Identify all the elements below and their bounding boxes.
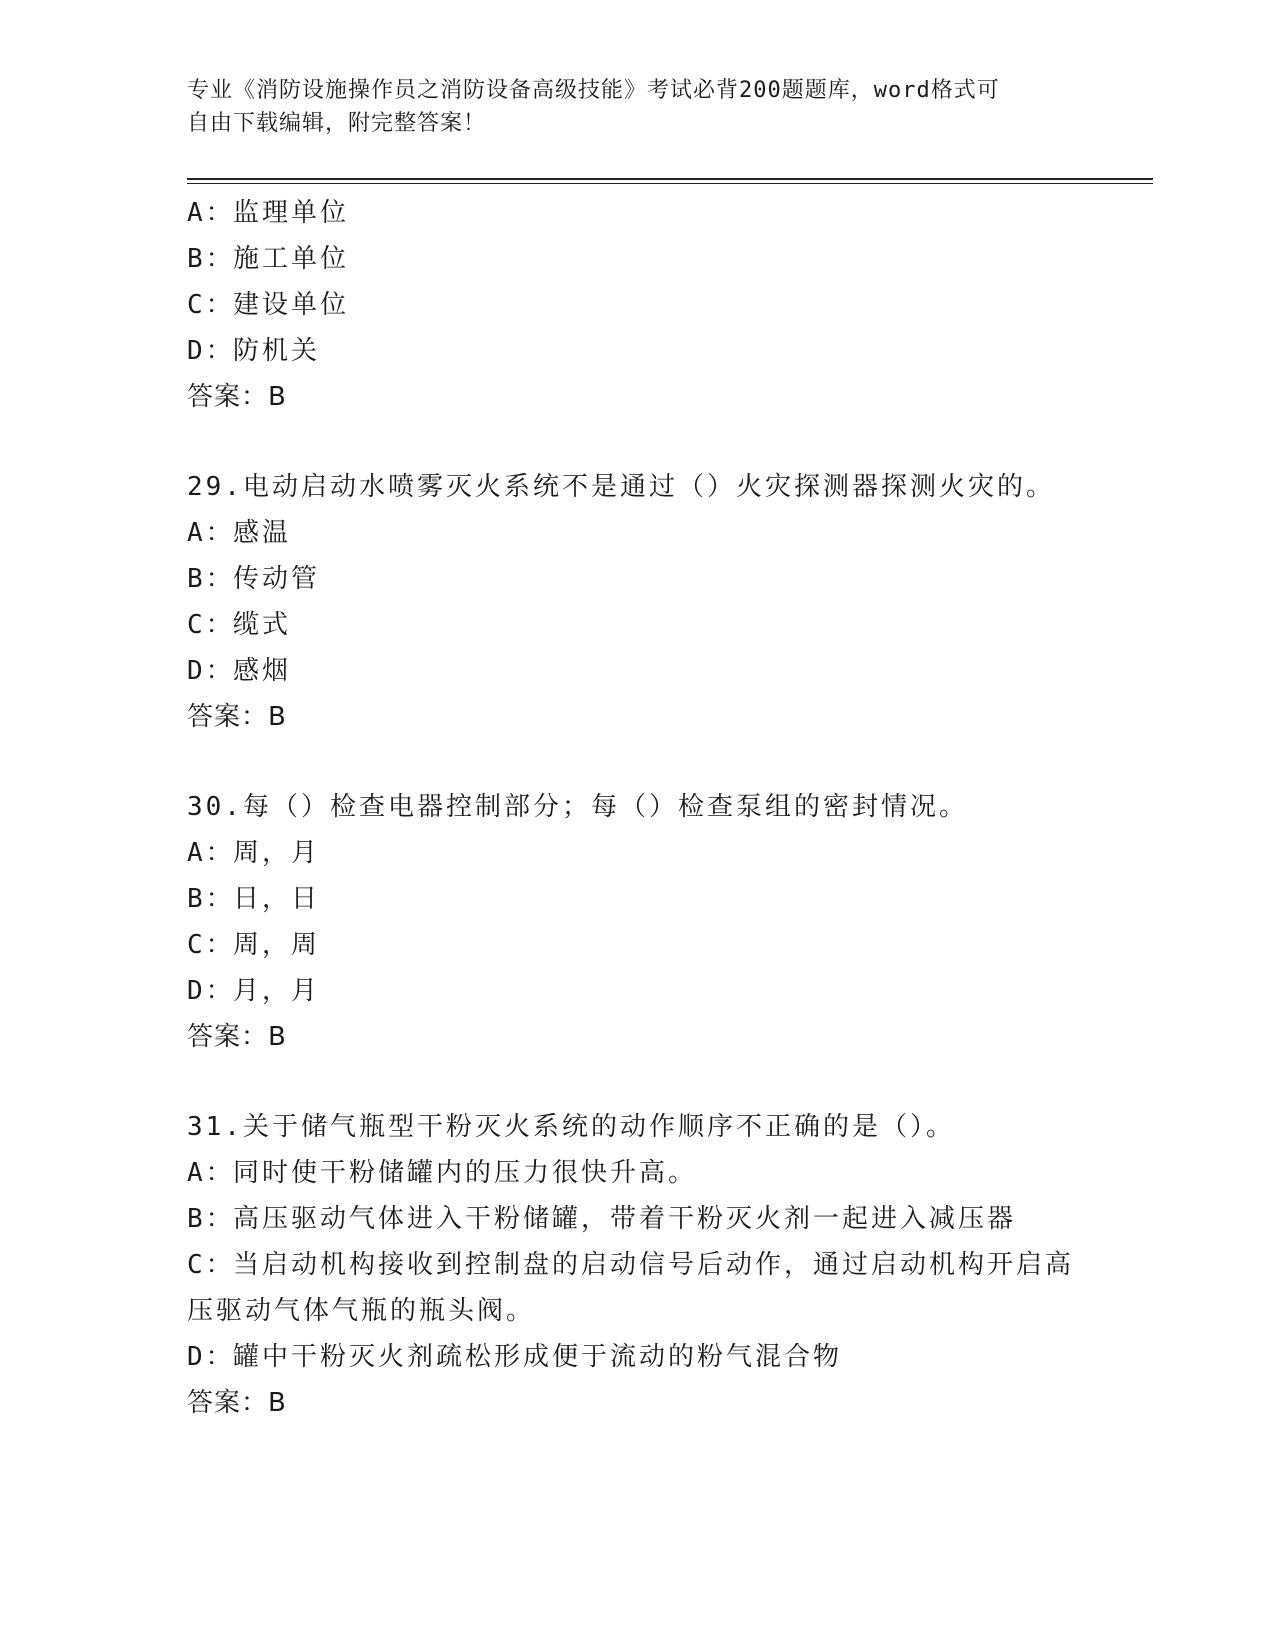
question-block-28 <box>187 190 1087 420</box>
option-d: D：感烟 <box>187 656 292 686</box>
answer-line: 答案：B <box>187 382 287 412</box>
header-divider-thick <box>187 178 1153 180</box>
answer-line: 答案：B <box>187 702 287 732</box>
answer-line: 答案：B <box>187 1388 287 1418</box>
question-stem: 29.电动启动水喷雾灭火系统不是通过（）火灾探测器探测火灾的。 <box>187 472 1055 502</box>
question-stem: 31.关于储气瓶型干粉灭火系统的动作顺序不正确的是（）。 <box>187 1112 955 1142</box>
question-stem: 30.每（）检查电器控制部分；每（）检查泵组的密封情况。 <box>187 792 968 822</box>
option-d: D：罐中干粉灭火剂疏松形成便于流动的粉气混合物 <box>187 1342 843 1372</box>
option-b: B：传动管 <box>187 564 321 594</box>
question-block-30 <box>187 784 1087 1060</box>
header-title-line-1: 专业《消防设施操作员之消防设备高级技能》考试必背200题题库，word格式可 <box>187 78 1000 103</box>
option-c: C：当启动机构接收到控制盘的启动信号后动作，通过启动机构开启高 <box>187 1250 1075 1280</box>
option-c-continued: 压驱动气体气瓶的瓶头阀。 <box>187 1296 536 1326</box>
option-a: A：监理单位 <box>187 198 350 228</box>
option-d: D：防机关 <box>187 336 321 366</box>
question-block-31 <box>187 1104 1087 1426</box>
option-a: A：周，月 <box>187 838 321 868</box>
question-list <box>187 190 1087 1426</box>
answer-line: 答案：B <box>187 1022 287 1052</box>
header-title-line-2: 自由下载编辑，附完整答案！ <box>187 111 487 136</box>
header-divider-thin <box>187 183 1153 184</box>
option-a: A：同时使干粉储罐内的压力很快升高。 <box>187 1158 698 1188</box>
question-block-29 <box>187 464 1087 740</box>
option-a: A：感温 <box>187 518 292 548</box>
option-b: B：日，日 <box>187 884 321 914</box>
option-c: C：周，周 <box>187 930 321 960</box>
option-d: D：月，月 <box>187 976 321 1006</box>
option-b: B：施工单位 <box>187 244 350 274</box>
option-c: C：缆式 <box>187 610 292 640</box>
option-c: C：建设单位 <box>187 290 350 320</box>
option-b: B：高压驱动气体进入干粉储罐，带着干粉灭火剂一起进入减压器 <box>187 1204 1017 1234</box>
document-header <box>187 74 1087 140</box>
